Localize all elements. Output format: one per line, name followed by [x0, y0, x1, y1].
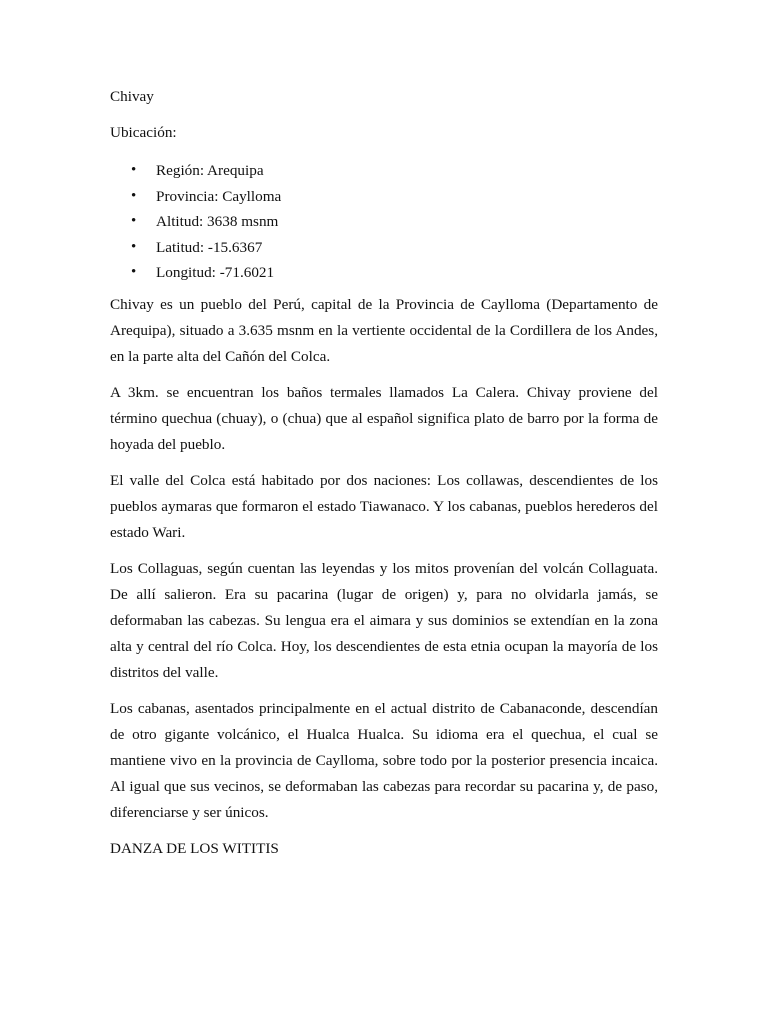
paragraph-colca-nations: El valle del Colca está habitado por dos naciones: Los collawas, descendientes de los pueblos aymaras que formaron el estado Tiawanaco. Y los cabanas, pueblos herederos del estado Wari.: [110, 471, 658, 541]
location-facts-list: [110, 158, 658, 286]
location-heading: Ubicación:: [110, 124, 177, 141]
paragraph-collaguas: Los Collaguas, según cuentan las leyendas y los mitos provenían del volcán Collaguata. De allí salieron. Era su pacarina (lugar de origen) y, para no olvidarla jamás, se deformaban las cabezas. Su lengua era el aimara y sus dominios se extendían en la zona alta y central del río Colca. Hoy, los descendientes de esta etnia ocupan la mayoría de los distritos del valle.: [110, 559, 658, 681]
fact-altitude: • Altitud: 3638 msnm: [110, 209, 658, 235]
fact-region: • Región: Arequipa: [110, 158, 658, 184]
fact-longitude: • Longitud: -71.6021: [110, 260, 658, 286]
fact-latitude: • Latitud: -15.6367: [110, 235, 658, 261]
paragraph-cabanas: Los cabanas, asentados principalmente en el actual distrito de Cabanaconde, descendían de otro gigante volcánico, el Hualca Hualca. Su idioma era el quechua, el cual se mantiene vivo en la provincia de Caylloma, sobre todo por la posterior presencia incaica. Al igual que sus vecinos, se deformaban las cabezas para recordar su pacarina y, de paso, diferenciarse y ser únicos.: [110, 699, 658, 821]
paragraph-intro: Chivay es un pueblo del Perú, capital de la Provincia de Caylloma (Departamento de Arequipa), situado a 3.635 msnm en la vertiente occidental de la Cordillera de los Andes, en la parte alta del Cañón del Colca.: [110, 295, 658, 365]
paragraph-hot-springs: A 3km. se encuentran los baños termales llamados La Calera. Chivay proviene del término quechua (chuay), o (chua) que al español significa plato de barro por la forma de hoyada del pueblo.: [110, 383, 658, 453]
fact-province: • Provincia: Caylloma: [110, 184, 658, 210]
section-title: DANZA DE LOS WITITIS: [110, 839, 279, 857]
document-page: [110, 84, 658, 862]
document-title: Chivay: [110, 88, 154, 105]
